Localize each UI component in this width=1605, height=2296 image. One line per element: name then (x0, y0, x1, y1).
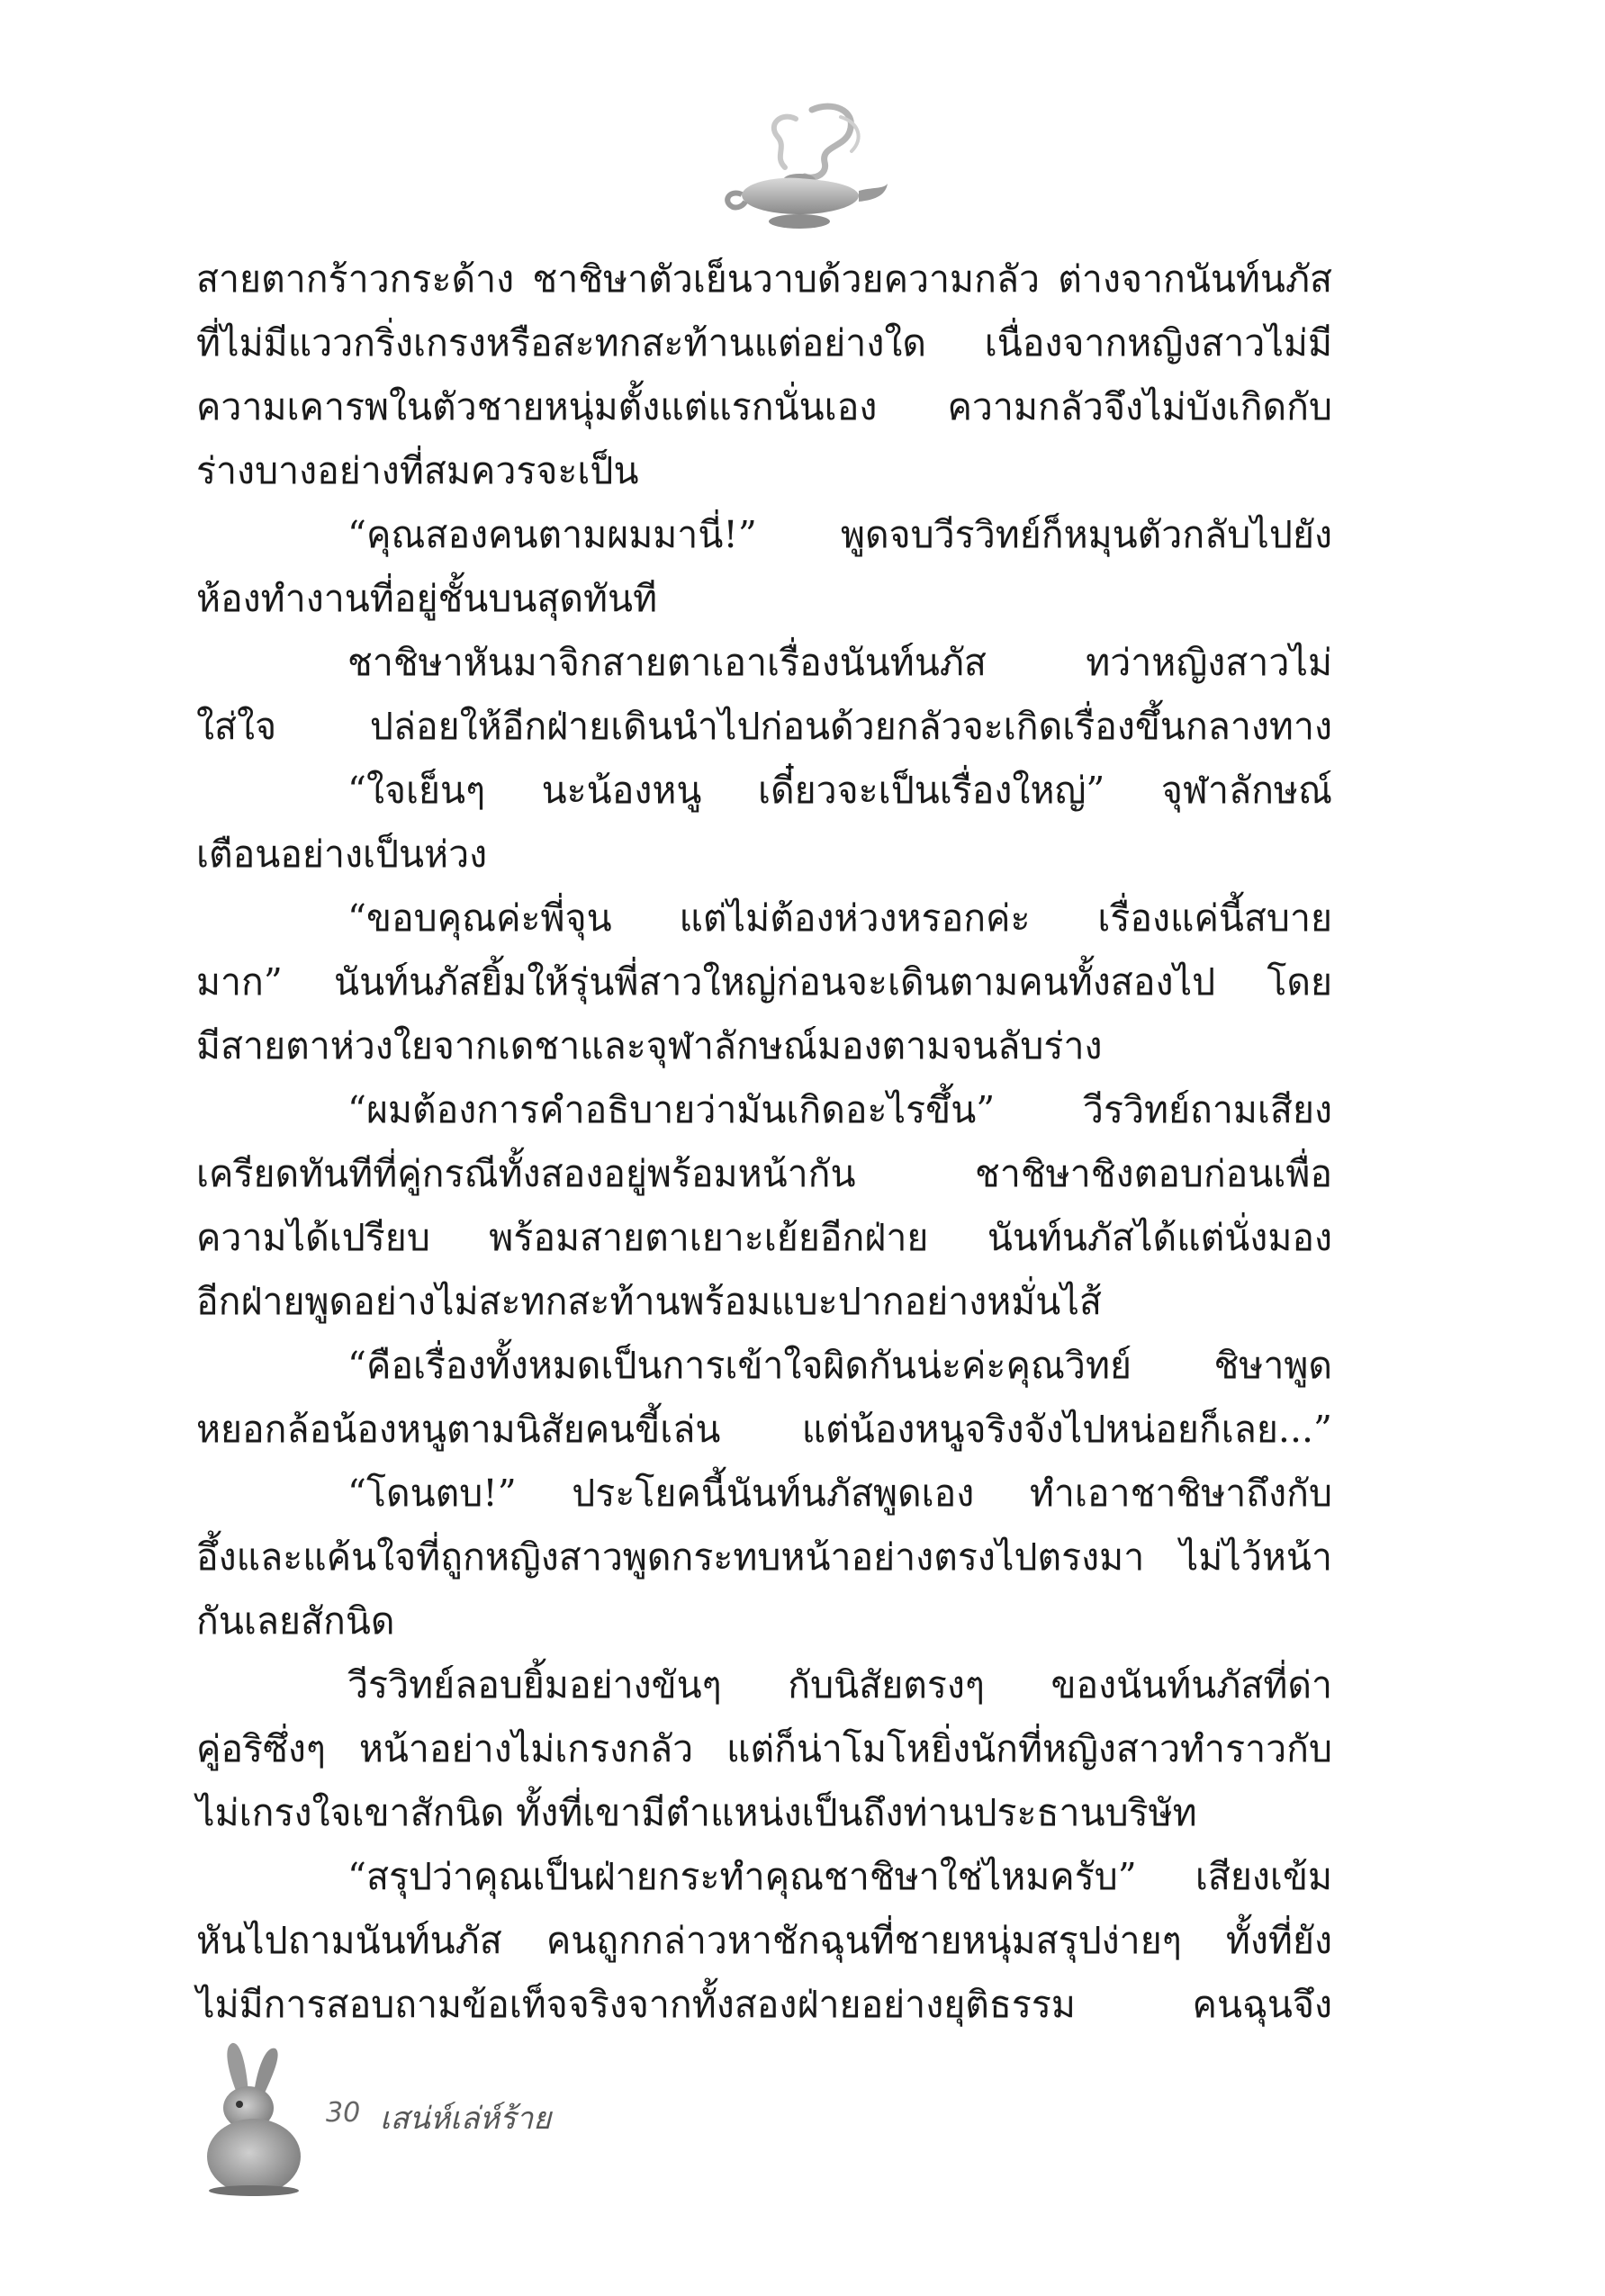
text-line: มาก” นันท์นภัสยิ้มให้รุ่นพี่สาวใหญ่ก่อนจะเดินตามคนทั้งสองไป โดย (196, 960, 1332, 1004)
text-line: เตือนอย่างเป็นห่วง (196, 833, 488, 876)
body-text (196, 248, 1332, 2037)
text-line: “ขอบคุณค่ะพี่จุน แต่ไม่ต้องห่วงหรอกค่ะ เรื่องแค่นี้สบาย (347, 896, 1332, 940)
text-line: ใส่ใจ ปล่อยให้อีกฝ่ายเดินนำไปก่อนด้วยกลัวจะเกิดเรื่องขึ้นกลางทาง (196, 705, 1332, 748)
text-line: ที่ไม่มีแววกริ่งเกรงหรือสะทกสะท้านแต่อย่างใด เนื่องจากหญิงสาวไม่มี (196, 321, 1332, 365)
text-line: คู่อริซึ่งๆ หน้าอย่างไม่เกรงกลัว แต่ก็น่าโมโหยิ่งนักที่หญิงสาวทำราวกับ (196, 1727, 1332, 1770)
text-line: ไม่เกรงใจเขาสักนิด ทั้งที่เขามีตำแหน่งเป็นถึงท่านประธานบริษัท (196, 1791, 1197, 1834)
text-line: ไม่มีการสอบถามข้อเท็จจริงจากทั้งสองฝ่ายอย่างยุติธรรม คนฉุนจึง (196, 1983, 1332, 2026)
text-line: ชาชิษาหันมาจิกสายตาเอาเรื่องนันท์นภัส ทว่าหญิงสาวไม่ (347, 641, 1332, 684)
text-line: “ใจเย็นๆ นะน้องหนู เดี๋ยวจะเป็นเรื่องใหญ่” จุฬาลักษณ์ (347, 769, 1332, 812)
text-line: อึ้งและแค้นใจที่ถูกหญิงสาวพูดกระทบหน้าอย่างตรงไปตรงมา ไม่ไว้หน้า (196, 1535, 1332, 1579)
text-line: ห้องทำงานที่อยู่ชั้นบนสุดทันที (196, 577, 658, 620)
book-title: เสน่ห์เล่ห์ร้าย (380, 2101, 552, 2137)
text-line: มีสายตาห่วงใยจากเดชาและจุฬาลักษณ์มองตามจนลับร่าง (196, 1024, 1103, 1067)
text-line: หยอกล้อน้องหนูตามนิสัยคนขี้เล่น แต่น้องหนูจริงจังไปหน่อยก็เลย...” (196, 1408, 1332, 1451)
text-line: ความเคารพในตัวชายหนุ่มตั้งแต่แรกนั่นเอง ความกลัวจึงไม่บังเกิดกับ (196, 385, 1332, 428)
text-line: สายตากร้าวกระด้าง ชาชิษาตัวเย็นวาบด้วยความกลัว ต่างจากนันท์นภัส (196, 257, 1332, 301)
text-line: วีรวิทย์ลอบยิ้มอย่างขันๆ กับนิสัยตรงๆ ของนันท์นภัสที่ด่า (347, 1663, 1332, 1706)
text-line: “โดนตบ!” ประโยคนี้นันท์นภัสพูดเอง ทำเอาชาชิษาถึงกับ (347, 1472, 1332, 1515)
genie-lamp-icon (706, 101, 895, 236)
text-line: “สรุปว่าคุณเป็นฝ่ายกระทำคุณชาชิษาใช่ไหมครับ” เสียงเข้ม (347, 1855, 1332, 1898)
text-line: “คือเรื่องทั้งหมดเป็นการเข้าใจผิดกันน่ะค่ะคุณวิทย์ ชิษาพูด (347, 1344, 1332, 1387)
text-line: ความได้เปรียบ พร้อมสายตาเยาะเย้ยอีกฝ่าย นันท์นภัสได้แต่นั่งมอง (196, 1216, 1332, 1259)
rabbit-icon (191, 2041, 317, 2196)
text-line: หันไปถามนันท์นภัส คนถูกกล่าวหาชักฉุนที่ชายหนุ่มสรุปง่ายๆ ทั้งที่ยัง (196, 1919, 1332, 1962)
text-line: ร่างบางอย่างที่สมควรจะเป็น (196, 449, 639, 492)
text-line: กันเลยสักนิด (196, 1599, 395, 1643)
text-line: “ผมต้องการคำอธิบายว่ามันเกิดอะไรขึ้น” วีรวิทย์ถามเสียง (347, 1088, 1332, 1131)
text-line: “คุณสองคนตามผมมานี่!” พูดจบวีรวิทย์ก็หมุนตัวกลับไปยัง (347, 513, 1332, 556)
text-line: อีกฝ่ายพูดอย่างไม่สะทกสะท้านพร้อมแบะปากอย่างหมั่นไส้ (196, 1280, 1102, 1323)
text-line: เครียดทันทีที่คู่กรณีทั้งสองอยู่พร้อมหน้ากัน ชาชิษาชิงตอบก่อนเพื่อ (196, 1152, 1332, 1195)
page-number: 30 (326, 2097, 361, 2129)
